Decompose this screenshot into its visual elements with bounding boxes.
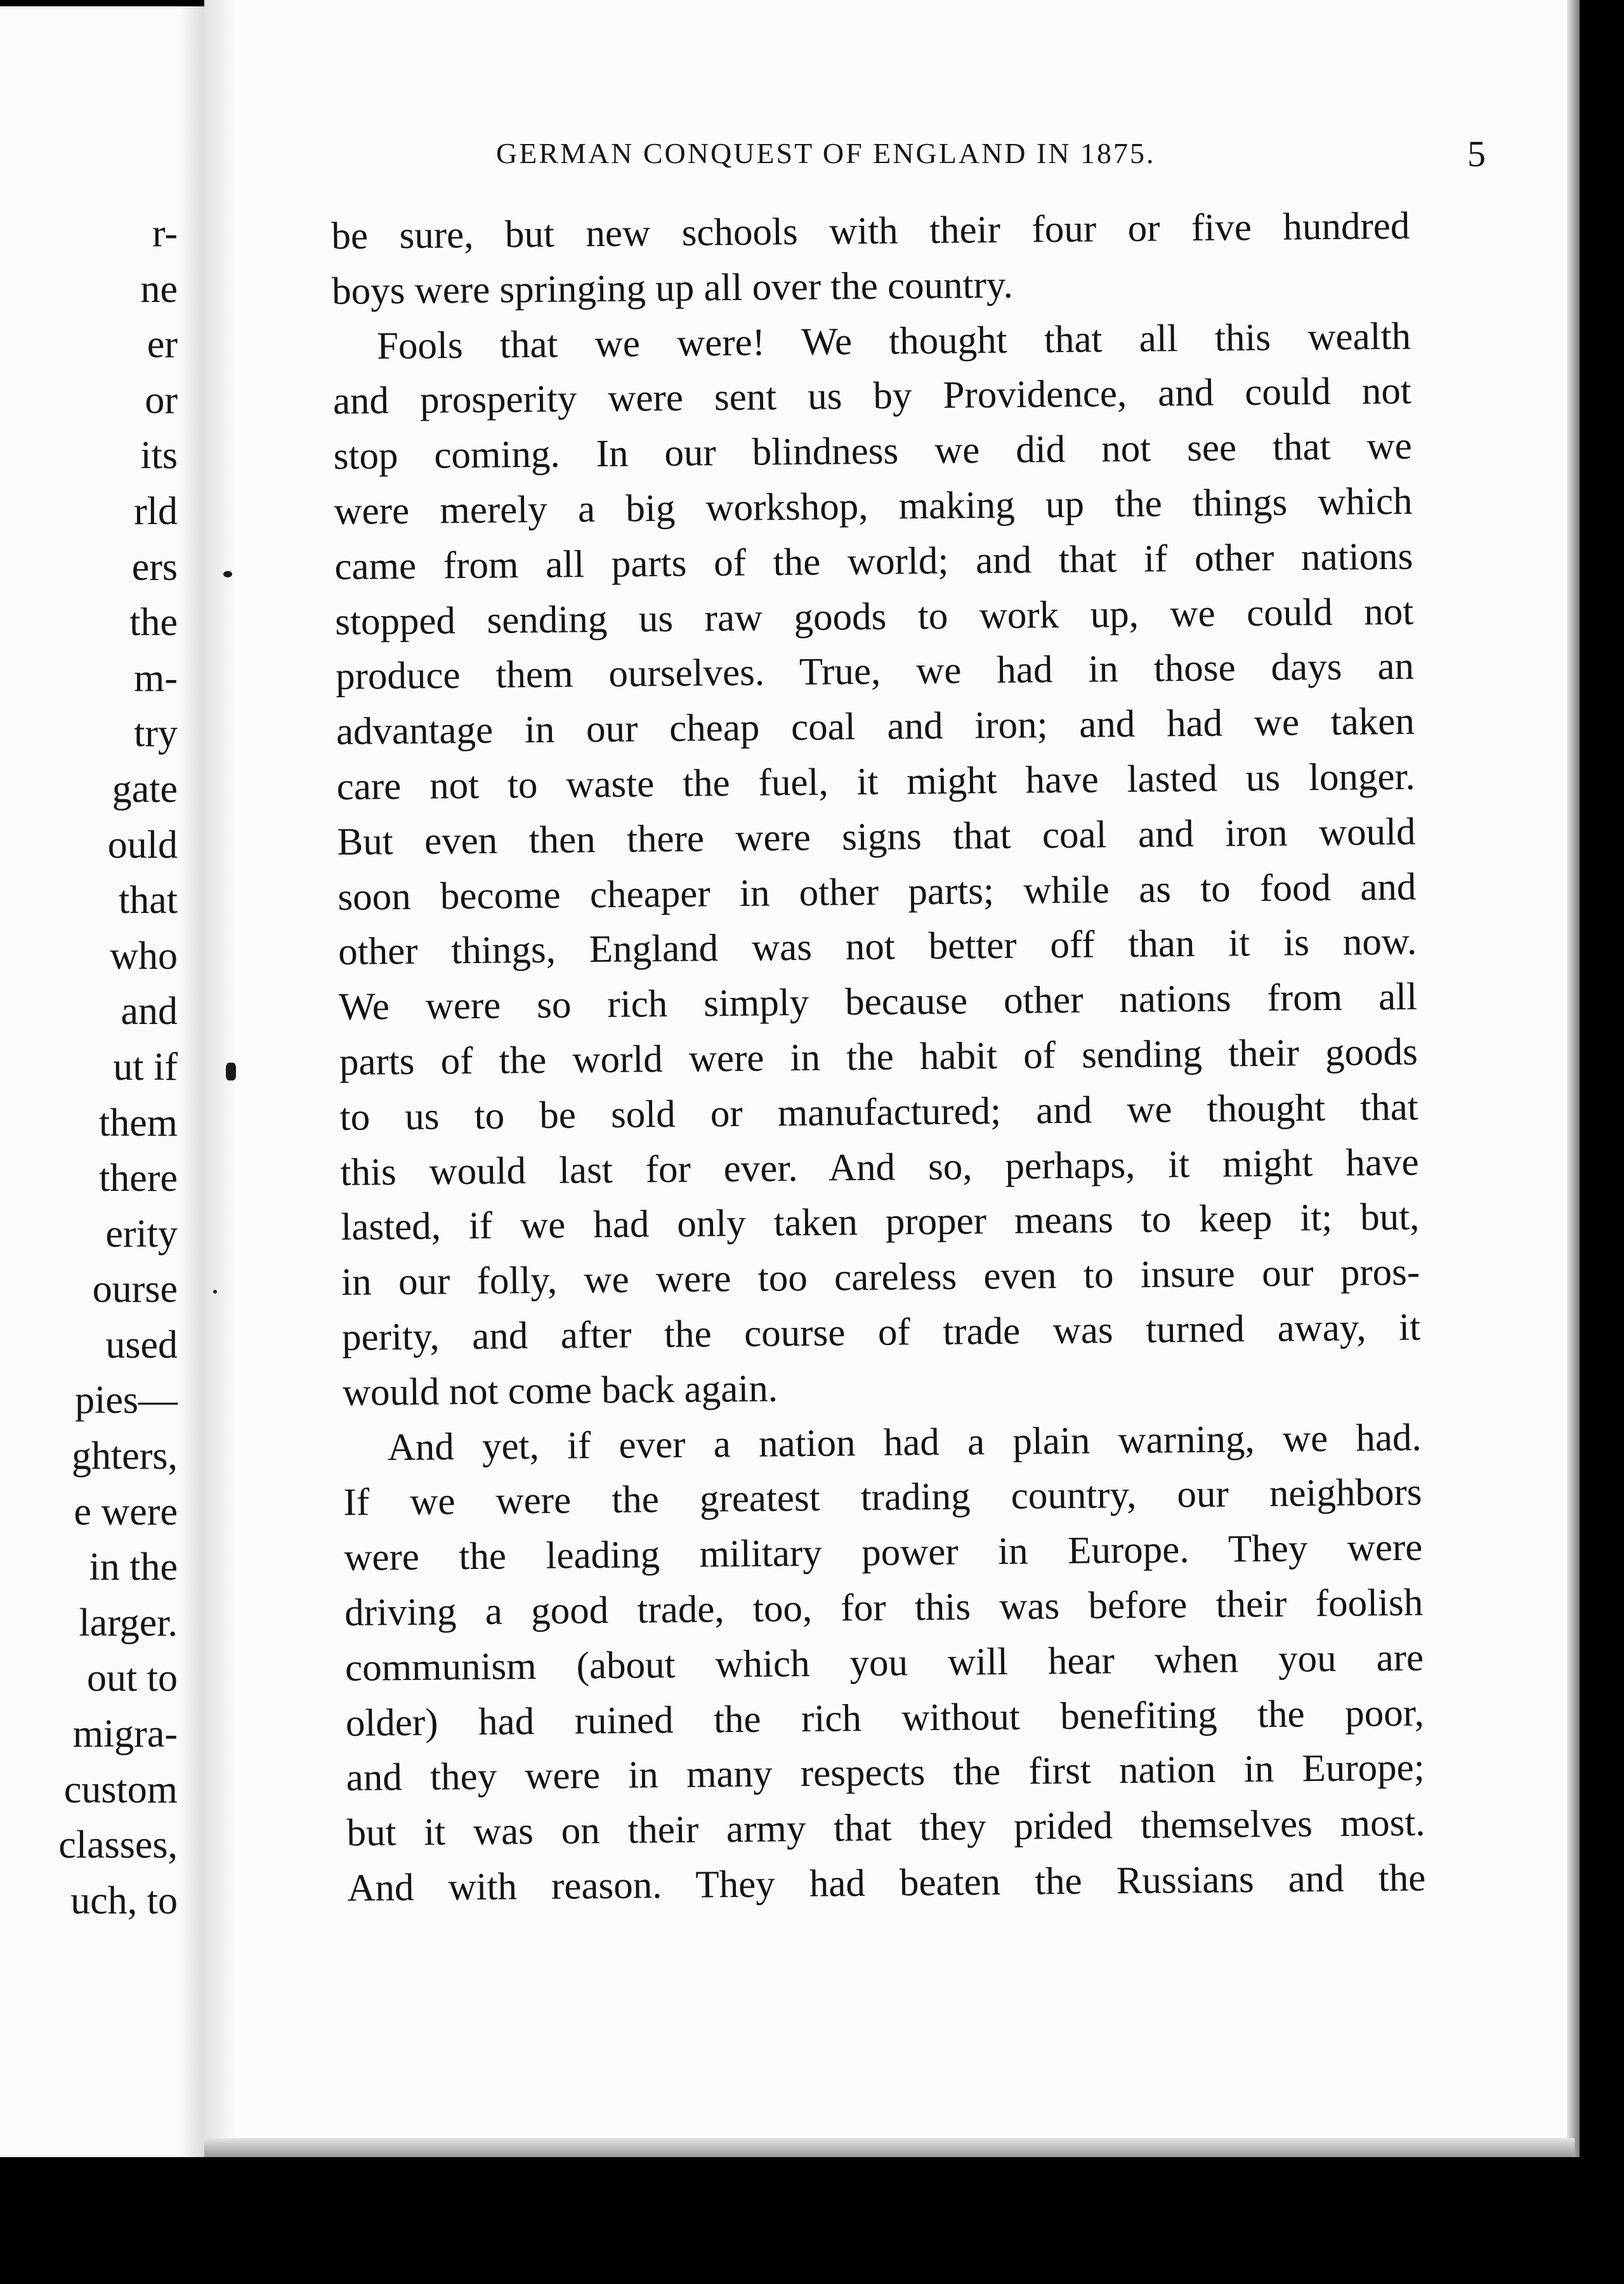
fragment-line: who — [110, 934, 178, 978]
fragment-line: ut if — [113, 1045, 178, 1089]
previous-page-text-fragments — [58, 206, 178, 1929]
fragment-line: its — [140, 434, 178, 478]
fragment-line: classes, — [58, 1823, 178, 1867]
fragment-line: rld — [134, 489, 178, 533]
text-line: be sure, but new schools with their four or five hundred — [331, 204, 1410, 258]
fragment-line: that — [119, 879, 178, 922]
fragment-line: migra- — [72, 1712, 178, 1756]
page-number: 5 — [1467, 133, 1486, 174]
text-line: produce them ourselves. True, we had in those days an — [335, 645, 1415, 699]
fragment-line: used — [105, 1323, 178, 1367]
text-line: would not come back again. — [342, 1367, 778, 1414]
text-line: Fools that we were! We thought that all this wealth — [376, 315, 1411, 367]
ink-speck — [223, 571, 232, 577]
text-line: were the leading military power in Europe. They were — [344, 1526, 1423, 1580]
fragment-line: erity — [105, 1212, 178, 1256]
text-line: and prosperity were sent us by Providence, and could not — [332, 370, 1412, 423]
fragment-line: and — [121, 990, 178, 1034]
text-line: soon become cheaper in other parts; while as to food and — [337, 865, 1417, 919]
text-line: older) had ruined the rich without benefiting the poor, — [345, 1691, 1425, 1745]
text-line: communism (about which you will hear when you are — [344, 1636, 1424, 1690]
fragment-line: ers — [131, 545, 178, 589]
fragment-line: there — [99, 1157, 178, 1200]
text-line: came from all parts of the world; and that if other nations — [334, 535, 1413, 588]
fragment-line: ourse — [92, 1268, 178, 1311]
fragment-line: the — [129, 601, 178, 645]
text-line: And with reason. They had beaten the Russians and the — [347, 1856, 1426, 1910]
fragment-line: them — [99, 1101, 178, 1145]
text-line: care not to waste the fuel, it might have lasted us longer. — [336, 755, 1415, 808]
fragment-line: r- — [152, 212, 178, 255]
text-line: other things, England was not better off than it is now. — [337, 920, 1417, 974]
ink-speck — [213, 1290, 217, 1294]
text-line: this would last for ever. And so, perhaps, it might have — [340, 1141, 1419, 1194]
fragment-line: larger. — [79, 1601, 178, 1644]
page-bottom-edge — [204, 2138, 1575, 2157]
fragment-line: m- — [134, 656, 178, 700]
text-line: We were so rich simply because other nations from all — [338, 975, 1418, 1029]
text-line: were merely a big workshop, making up the things which — [334, 480, 1413, 533]
fragment-line: pies— — [75, 1379, 178, 1422]
text-line: driving a good trade, too, for this was before their foolish — [344, 1581, 1424, 1634]
text-line: advantage in our cheap coal and iron; and had we taken — [336, 700, 1415, 754]
running-head — [496, 133, 1486, 181]
fragment-line: e were — [74, 1490, 178, 1533]
fragment-line: ne — [140, 267, 178, 311]
previous-page-edge — [0, 6, 204, 2157]
fragment-line: gate — [112, 767, 178, 811]
fragment-line: out to — [87, 1657, 178, 1700]
current-page — [204, 0, 1575, 2157]
fragment-line: custom — [63, 1768, 178, 1811]
text-line: and they were in many respects the first nation in Europe; — [346, 1746, 1425, 1800]
running-head-title: GERMAN CONQUEST OF ENGLAND IN 1875. — [496, 137, 1156, 169]
ink-speck — [226, 1063, 236, 1080]
text-line: but it was on their army that they prided themselves most. — [346, 1801, 1425, 1854]
text-line: in our folly, we were too careless even to insure our pros- — [341, 1250, 1420, 1304]
page-right-edge — [1567, 0, 1580, 2157]
fragment-line: uch, to — [70, 1879, 178, 1922]
text-line: lasted, if we had only taken proper means to keep it; but, — [341, 1195, 1420, 1249]
fragment-line: in the — [89, 1546, 178, 1589]
text-line: boys were springing up all over the country. — [331, 263, 1013, 313]
fragment-line: ould — [107, 823, 178, 867]
text-line: perity, and after the course of trade was turned away, it — [341, 1306, 1421, 1359]
text-line: to us to be sold or manufactured; and we thought that — [339, 1086, 1418, 1139]
text-line: stop coming. In our blindness we did not see that we — [333, 424, 1412, 478]
text-line: And yet, if ever a nation had a plain warning, we had. — [387, 1416, 1422, 1469]
gutter-shadow — [179, 6, 204, 2157]
text-line: parts of the world were in the habit of sending their goods — [339, 1030, 1418, 1084]
text-line: But even then there were signs that coal and iron would — [337, 810, 1416, 863]
fragment-line: or — [145, 378, 178, 422]
body-text — [331, 199, 1426, 1917]
fragment-line: er — [147, 323, 178, 367]
text-line: stopped sending us raw goods to work up, we could not — [334, 590, 1414, 643]
fragment-line: ghters, — [71, 1434, 178, 1478]
fragment-line: try — [134, 712, 178, 756]
text-line: If we were the greatest trading country, our neighbors — [343, 1471, 1422, 1525]
